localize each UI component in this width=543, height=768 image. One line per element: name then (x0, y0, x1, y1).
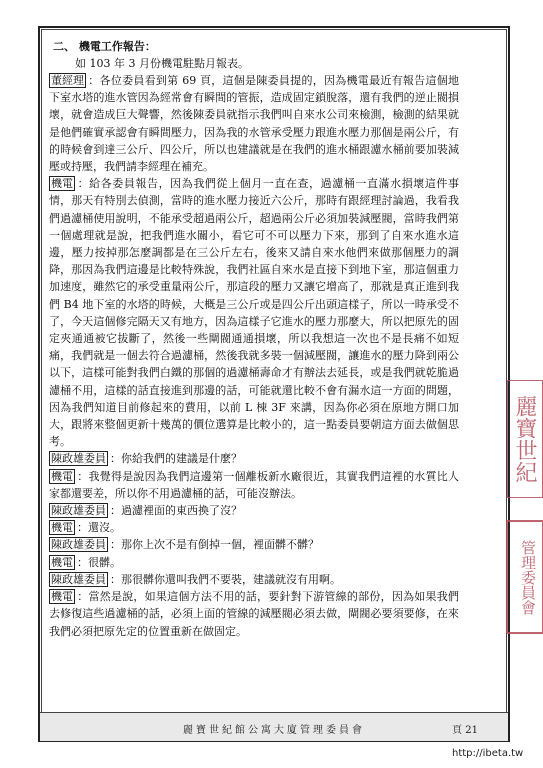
footer-title: 麗寶世紀館公寓大廈管理委員會 (183, 725, 365, 736)
entry-text: 當然是說，如果這個方法不用的話，要針對下游管線的部份，因為如果我們去修復這些過濾桶的話，必須上面的管線的減壓閥必須去做，閘閥必要須要修，在來我們必須把原先定的位置重新在做固定。 (49, 590, 460, 638)
speaker-label: 機電 (51, 469, 73, 483)
speaker-label: 陳政雄委員 (51, 452, 106, 466)
entry: 陳政雄委員 ：那你上次不是有倒掉一個，裡面髒不髒？ (51, 538, 319, 552)
speaker-label: 陳政雄委員 (51, 504, 106, 518)
entry: 機電 ：還沒。 (51, 521, 121, 535)
entry: 陳政雄委員 ：你給我們的建議是什麼？ (51, 452, 242, 466)
committee-seal-stamp: 管理委員會 (506, 520, 543, 634)
speaker-label: 機電 (51, 555, 73, 569)
entry-text: 還沒。 (88, 521, 121, 535)
page-number: 頁 21 (452, 725, 478, 736)
watermark: http://ibeta.tw (452, 748, 524, 759)
entry: 陳政雄委員 ：那很髒你還叫我們不要裝，建議就沒有用啊。 (51, 572, 341, 586)
speaker-label: 機電 (51, 521, 73, 535)
entry-text: 那很髒你還叫我們不要裝，建議就沒有用啊。 (121, 572, 341, 586)
speaker-label: 董經理 (51, 74, 84, 87)
seal-stamp: 麗寶世紀 (507, 380, 543, 498)
entry: 機電 ：給各委員報告，因為我們從上個月一直在查，過濾桶一直滿水損壞這件事情，那天有特別去偵測，當時的進水壓力接近六公斤，那時有跟經理討論過，我看我們過濾桶使用說明，不能承受超過兩公斤，超過兩公斤必須加裝減壓閥，當時我們第一個處理就是說，把我們進水關小，看它可不可以壓力下來，那到了自來水進水這邊，壓力按掉那怎麼調都是在三公斤左右，後來又請自來水他們來做那個壓力的調降，那因為我們這邊是比較特殊說，我們社區自來水是直接下到地下室，那這個重力加速度，雖然它的承受重量兩公斤，那這段的壓力又讓它增高了，那就是真正進到我們 B4 地下室的水塔的時候，大概是三公斤或是四公斤出頭這樣子，所以一時承受不了，今天這個修完隔天又有地方，因為這樣子它進水的壓力那麼大，所以把原先的固定夾通通被它拔斷了，然後一些閘閥通通損壞，所以我想這一次也不是長痛不如短痛，我們就是一個去符合過濾桶，然後我就多裝一個減壓閥，讓進水的壓力降到兩公以下，這樣可能對我們白鐵的那個的過濾桶壽命才有辦法去延長，或是我們就乾脆過濾桶不用，這樣的話直接進到那邊的話，可能就還比較不會有漏水這一方面的問題，因為我們知道目前修起來的費用，以前 L 棟 3F 來講，因為你必須在原地方開口加大，跟將來整個更新十幾萬的價位選算是比較小的，這一點委員要朝這方面去做個思考。 (49, 177, 460, 449)
section-subtitle: 如 103 年 3 月份機電駐點月報表。 (75, 57, 249, 70)
entry: 機電 ：我覺得是說因為我們這邊第一個離板新水廠很近，其實我們這裡的水質比人家都還要差，所以你不用過濾桶的話，可能沒辦法。 (49, 469, 460, 500)
speaker-label: 機電 (51, 177, 73, 191)
entry-text: 給各委員報告，因為我們從上個月一直在查，過濾桶一直滿水損壞這件事情，那天有特別去偵測，當時的進水壓力接近六公斤，那時有跟經理討論過，我看我們過濾桶使用說明，不能承受超過兩公斤，超過兩公斤必須加裝減壓閥，當時我們第一個處理就是說，把我們進水關小，看它可不可以壓力下來，那到了自來水進水這邊，壓力按掉那怎麼調都是在三公斤左右，後來又請自來水他們來做那個壓力的調降，那因為我們這邊是比較特殊說，我們社區自來水是直接下到地下室，那這個重力加速度，雖然它的承受重量兩公斤，那這段的壓力又讓它增高了，那就是真正進到我們 B4 地下室的水塔的時候，大概是三公斤或是四公斤出頭這樣子，所以一時承受不了，今天這個修完隔天又有地方，因為這樣子它進水的壓力那麼大，所以把原先的固定夾通通被它拔斷了，然後一些閘閥通通損壞，所以我想這一次也不是長痛不如短痛，我們就是一個去符合過濾桶，然後我就多裝一個減壓閥，讓進水的壓力降到兩公以下，這樣可能對我們白鐵的那個的過濾桶壽命才有辦法去延長，或是我們就乾脆過濾桶不用，這樣的話直接進到那邊的話，可能就還比較不會有漏水這一方面的問題，因為我們知道目前修起來的費用，以前 L 棟 3F 來講，因為你必須在原地方開口加大，跟將來整個更新十幾萬的價位選算是比較小的，這一點委員要朝這方面去做個思考。 (49, 177, 460, 449)
speaker-label: 陳政雄委員 (51, 538, 106, 552)
section-title: 二、 機電工作報告： (53, 40, 156, 53)
entry: 董經理 ：各位委員看到第 69 頁，這個是陳委員提的，因為機電最近有報告這個地下室水塔的進水管因為經常會有瞬間的管振，造成固定鎖脫落，還有我們的逆止閥損壞，就會造成巨大聲響，然後陳委員就指示我們叫自來水公司來檢測，檢測的結果就是他們確實承認會有瞬間壓力，因為我的水管承受壓力跟進水壓力那個是兩公斤，有的時候會到達三公斤、四公斤，所以也建議就是在我們的進水桶跟濾水桶前要加裝減壓或持壓，我們請李經理在補充。 (49, 74, 459, 174)
report-body (49, 38, 459, 640)
speaker-label: 機電 (51, 590, 73, 604)
entry-text: 那你上次不是有倒掉一個，裡面髒不髒？ (121, 538, 319, 552)
entry: 機電 ：很髒。 (51, 555, 121, 569)
entry-text: 很髒。 (88, 555, 121, 569)
entry-text: 各位委員看到第 69 頁，這個是陳委員提的，因為機電最近有報告這個地下室水塔的進水管因為經常會有瞬間的管振，造成固定鎖脫落，還有我們的逆止閥損壞，就會造成巨大聲響，然後陳委員就指示我們叫自來水公司來檢測，檢測的結果就是他們確實承認會有瞬間壓力，因為我的水管承受壓力跟進水壓力那個是兩公斤，有的時候會到達三公斤、四公斤，所以也建議就是在我們的進水桶跟濾水桶前要加裝減壓或持壓，我們請李經理在補充。 (49, 74, 459, 174)
entry: 機電 ：當然是說，如果這個方法不用的話，要針對下游管線的部份，因為如果我們去修復這些過濾桶的話，必須上面的管線的減壓閥必須去做，閘閥必要須要修，在來我們必須把原先定的位置重新在做固定。 (49, 590, 460, 638)
entry-text: 過濾裡面的東西換了沒？ (121, 504, 242, 518)
entry-text: 你給我們的建議是什麼？ (121, 452, 242, 466)
page-footer (40, 712, 508, 741)
entry-text: 我覺得是說因為我們這邊第一個離板新水廠很近，其實我們這裡的水質比人家都還要差，所以你不用過濾桶的話，可能沒辦法。 (49, 469, 460, 500)
speaker-label: 陳政雄委員 (51, 572, 106, 586)
entry: 陳政雄委員 ：過濾裡面的東西換了沒？ (51, 504, 242, 518)
